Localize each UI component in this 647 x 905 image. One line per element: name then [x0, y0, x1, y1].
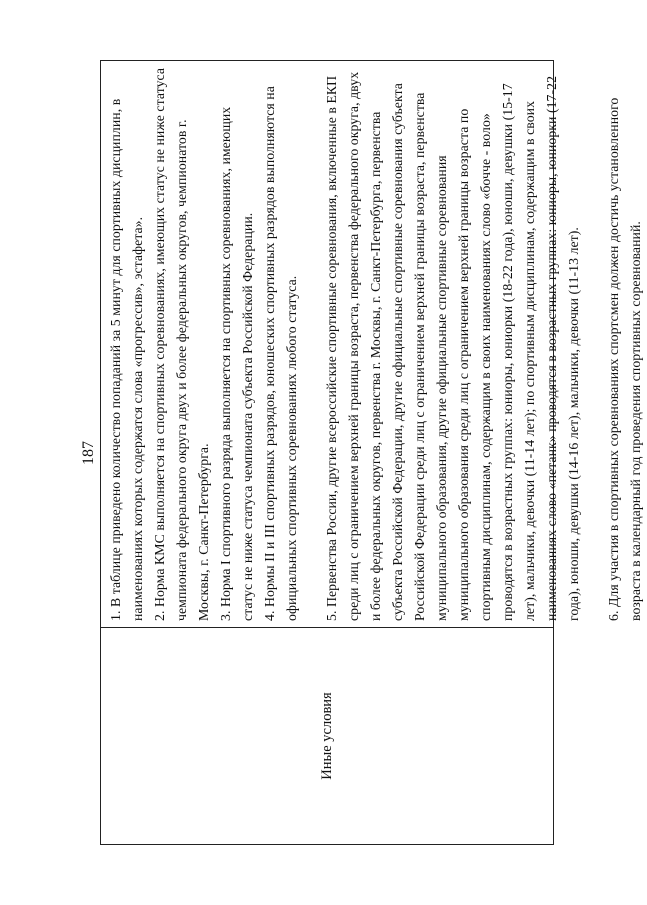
note-1: 1. В таблице приведено количество попаданий за 5 минут для спортивных дисциплин, в наименованиях которых содержатся слова «прогрессив», эстафета».	[108, 98, 145, 621]
note-4: 4. Нормы II и III спортивных разрядов, юношеских спортивных разрядов выполняются на официальных спортивных соревнованиях любого статуса.	[262, 86, 299, 621]
page-number: 187	[80, 441, 97, 465]
notes-cell	[101, 61, 643, 627]
note-3: 3. Норма I спортивного разряда выполняется на спортивных соревнованиях, имеющих статус не ниже статуса чемпионата субъекта Российской Федерации.	[218, 106, 255, 621]
note-5: 5. Первенства России, другие всероссийские спортивные соревнования, включенные в ЕКП среди лиц с ограничением верхней границы возраста, первенства федерального округа, двух и более федеральных округов, первенства г. Москвы, г. Санкт-Петербурга, первенства субъекта Российской Федерации, другие официальные спортивные соревнования субъекта Российской Федерации среди лиц с ограничением верхней границы возраста, первенства муниципального образования, другие официальные спортивные соревнования муниципального образования среди лиц с ограничением верхней границы возраста по спортивным дисциплинам, содержащим в своих наименованиях слово «бочче - воло» проводятся в возрастных группах: юниоры, юниорки (18-22 года), юноши, девушки (15-17 лет), мальчики, девочки (11-14 лет); по спортивным дисциплинам, содержащим в своих наименованиях слово «петанк» проводятся в возрастных группах: юниоры, юниорки (17-22 года), юноши, девушки (14-16 лет), мальчики, девочки (11-13 лет).	[324, 71, 581, 621]
rotated-page-content	[80, 60, 643, 845]
note-2: 2. Норма КМС выполняется на спортивных соревнованиях, имеющих статус не ниже статуса чемпионата федерального округа двух и более федеральных округов, чемпионатов г. Москвы, г. Санкт-Петербурга.	[152, 67, 211, 621]
note-6: 6. Для участия в спортивных соревнованиях спортсмен должен достичь установленного возраста в календарный год проведения спортивных соревнований.	[606, 97, 643, 621]
row-label-cell	[101, 627, 553, 844]
conditions-table	[100, 60, 643, 845]
row-label: Иные условия	[318, 692, 335, 780]
